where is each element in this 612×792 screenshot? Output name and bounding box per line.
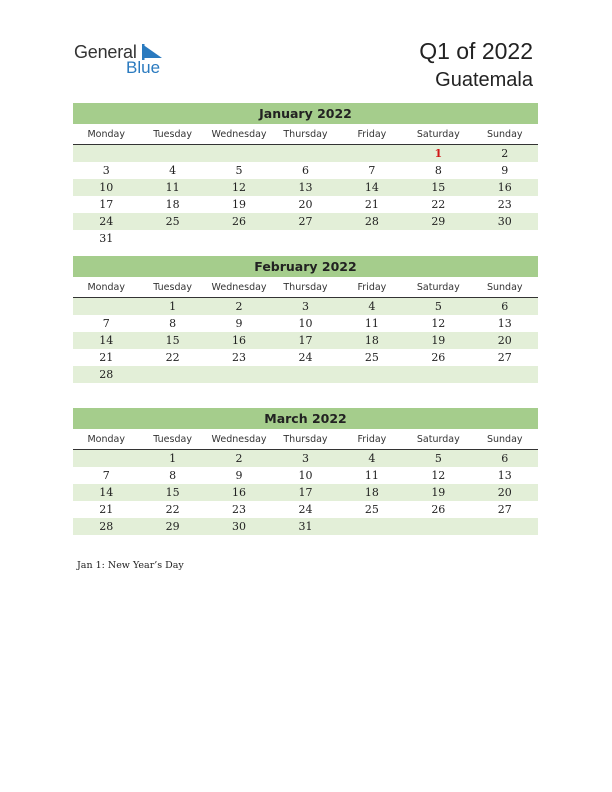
week-row [73,467,538,484]
day-cell: 6 [501,300,509,313]
day-cell [206,366,272,383]
day-cell: 13 [497,317,512,330]
day-cell: 11 [165,181,180,194]
week-row [73,145,538,162]
day-cell: 28 [99,368,114,381]
day-cell: 11 [364,469,379,482]
day-cell [405,366,471,383]
day-cell: 14 [99,334,114,347]
day-cell: 10 [298,469,313,482]
holiday-day-cell: 1 [434,147,443,160]
day-cell: 12 [431,469,446,482]
week-row [73,349,538,366]
logo-word-blue: Blue [126,58,161,77]
day-cell [139,145,205,162]
day-cell [73,450,139,467]
day-cell [472,518,538,535]
day-cell: 9 [235,469,243,482]
weekday-label: Wednesday [211,434,267,445]
weekday-label: Thursday [283,282,328,293]
day-cell: 10 [298,317,313,330]
month-title: March 2022 [73,408,538,429]
weekday-label: Friday [357,129,387,140]
day-cell: 11 [364,317,379,330]
generalblue-logo [74,42,174,78]
weekday-label: Wednesday [211,282,267,293]
day-cell: 25 [364,351,379,364]
day-cell: 15 [165,334,180,347]
page-title: Q1 of 2022 [419,38,533,64]
day-cell: 21 [364,198,379,211]
holiday-notes [77,560,184,571]
day-cell [472,366,538,383]
day-cell: 13 [497,469,512,482]
day-cell: 13 [298,181,313,194]
day-cell: 14 [364,181,379,194]
day-cell: 31 [298,520,313,533]
day-cell: 22 [165,503,180,516]
day-cell: 6 [301,164,309,177]
day-cell: 7 [102,317,110,330]
day-cell: 7 [102,469,110,482]
week-row [73,366,538,383]
day-cell: 27 [298,215,313,228]
day-cell [139,230,205,247]
week-row [73,450,538,467]
day-cell: 15 [431,181,446,194]
day-cell [73,298,139,315]
month-title: January 2022 [73,103,538,124]
week-row [73,518,538,535]
week-row [73,213,538,230]
week-row [73,501,538,518]
week-row [73,196,538,213]
weekday-label: Saturday [416,434,460,445]
day-cell: 24 [298,351,313,364]
day-cell: 28 [364,215,379,228]
day-cell: 16 [497,181,512,194]
day-cell: 19 [431,486,446,499]
week-row [73,179,538,196]
week-row [73,298,538,315]
day-cell: 30 [497,215,512,228]
day-cell: 18 [364,486,379,499]
day-cell: 28 [99,520,114,533]
day-cell: 27 [497,351,512,364]
day-cell: 4 [169,164,177,177]
weekday-label: Tuesday [153,434,192,445]
day-cell: 10 [99,181,114,194]
day-cell: 8 [434,164,442,177]
day-cell [139,366,205,383]
day-cell: 26 [232,215,247,228]
weekday-label: Thursday [283,129,328,140]
day-cell [339,366,405,383]
day-cell: 2 [235,300,243,313]
day-cell: 23 [497,198,512,211]
day-cell: 17 [298,334,313,347]
day-cell [405,230,471,247]
weekday-label: Sunday [486,434,523,445]
weekday-label: Tuesday [153,129,192,140]
day-cell: 27 [497,503,512,516]
day-cell: 24 [298,503,313,516]
day-cell: 5 [434,452,442,465]
day-cell: 26 [431,351,446,364]
day-cell: 3 [301,300,309,313]
day-cell [472,230,538,247]
day-cell: 20 [298,198,313,211]
day-cell: 8 [169,317,177,330]
day-cell: 5 [235,164,243,177]
day-cell: 7 [368,164,376,177]
day-cell: 8 [169,469,177,482]
weekday-label: Wednesday [211,129,267,140]
day-cell: 3 [301,452,309,465]
day-cell: 29 [165,520,180,533]
day-cell: 25 [364,503,379,516]
day-cell: 20 [497,334,512,347]
weekday-label: Monday [87,129,125,140]
day-cell: 31 [99,232,114,245]
month-title: February 2022 [73,256,538,277]
day-cell [73,145,139,162]
day-cell: 22 [431,198,446,211]
week-row [73,315,538,332]
day-cell [272,145,338,162]
day-cell: 3 [102,164,110,177]
day-cell: 29 [431,215,446,228]
month-march [73,408,538,535]
day-cell: 17 [99,198,114,211]
day-cell: 6 [501,452,509,465]
day-cell: 18 [364,334,379,347]
logo-word-general: General [74,42,137,62]
day-cell: 2 [501,147,509,160]
day-cell: 22 [165,351,180,364]
day-cell: 1 [169,300,177,313]
weekday-label: Friday [357,282,387,293]
day-cell: 12 [431,317,446,330]
day-cell [206,145,272,162]
week-row [73,484,538,501]
weekday-label: Friday [357,434,387,445]
day-cell [339,230,405,247]
day-cell: 2 [235,452,243,465]
holiday-note: Jan 1: New Year’s Day [77,560,184,571]
country-name: Guatemala [435,69,533,91]
day-cell: 19 [232,198,247,211]
day-cell: 23 [232,503,247,516]
day-cell [272,366,338,383]
day-cell: 18 [165,198,180,211]
weekday-label: Monday [87,282,125,293]
day-cell: 30 [232,520,247,533]
day-cell [339,518,405,535]
weekday-label: Sunday [486,129,523,140]
day-cell: 4 [368,452,376,465]
day-cell: 9 [235,317,243,330]
day-cell: 16 [232,334,247,347]
weekday-header-row [73,125,538,145]
day-cell: 25 [165,215,180,228]
week-row [73,332,538,349]
day-cell: 12 [232,181,247,194]
day-cell: 17 [298,486,313,499]
weekday-label: Saturday [416,129,460,140]
month-february [73,256,538,383]
day-cell [272,230,338,247]
week-row [73,162,538,179]
day-cell: 21 [99,503,114,516]
day-cell: 26 [431,503,446,516]
day-cell: 5 [434,300,442,313]
day-cell: 19 [431,334,446,347]
weekday-label: Thursday [283,434,328,445]
day-cell: 14 [99,486,114,499]
day-cell: 1 [169,452,177,465]
weekday-label: Saturday [416,282,460,293]
day-cell [206,230,272,247]
weekday-header-row [73,430,538,450]
weekday-label: Tuesday [153,282,192,293]
day-cell: 16 [232,486,247,499]
day-cell: 15 [165,486,180,499]
day-cell [405,518,471,535]
day-cell [339,145,405,162]
page-header [419,36,533,94]
weekday-label: Sunday [486,282,523,293]
weekday-header-row [73,278,538,298]
day-cell: 21 [99,351,114,364]
day-cell: 9 [501,164,509,177]
day-cell: 23 [232,351,247,364]
day-cell: 24 [99,215,114,228]
day-cell: 20 [497,486,512,499]
week-row [73,230,538,247]
day-cell: 4 [368,300,376,313]
month-january [73,103,538,247]
weekday-label: Monday [87,434,125,445]
